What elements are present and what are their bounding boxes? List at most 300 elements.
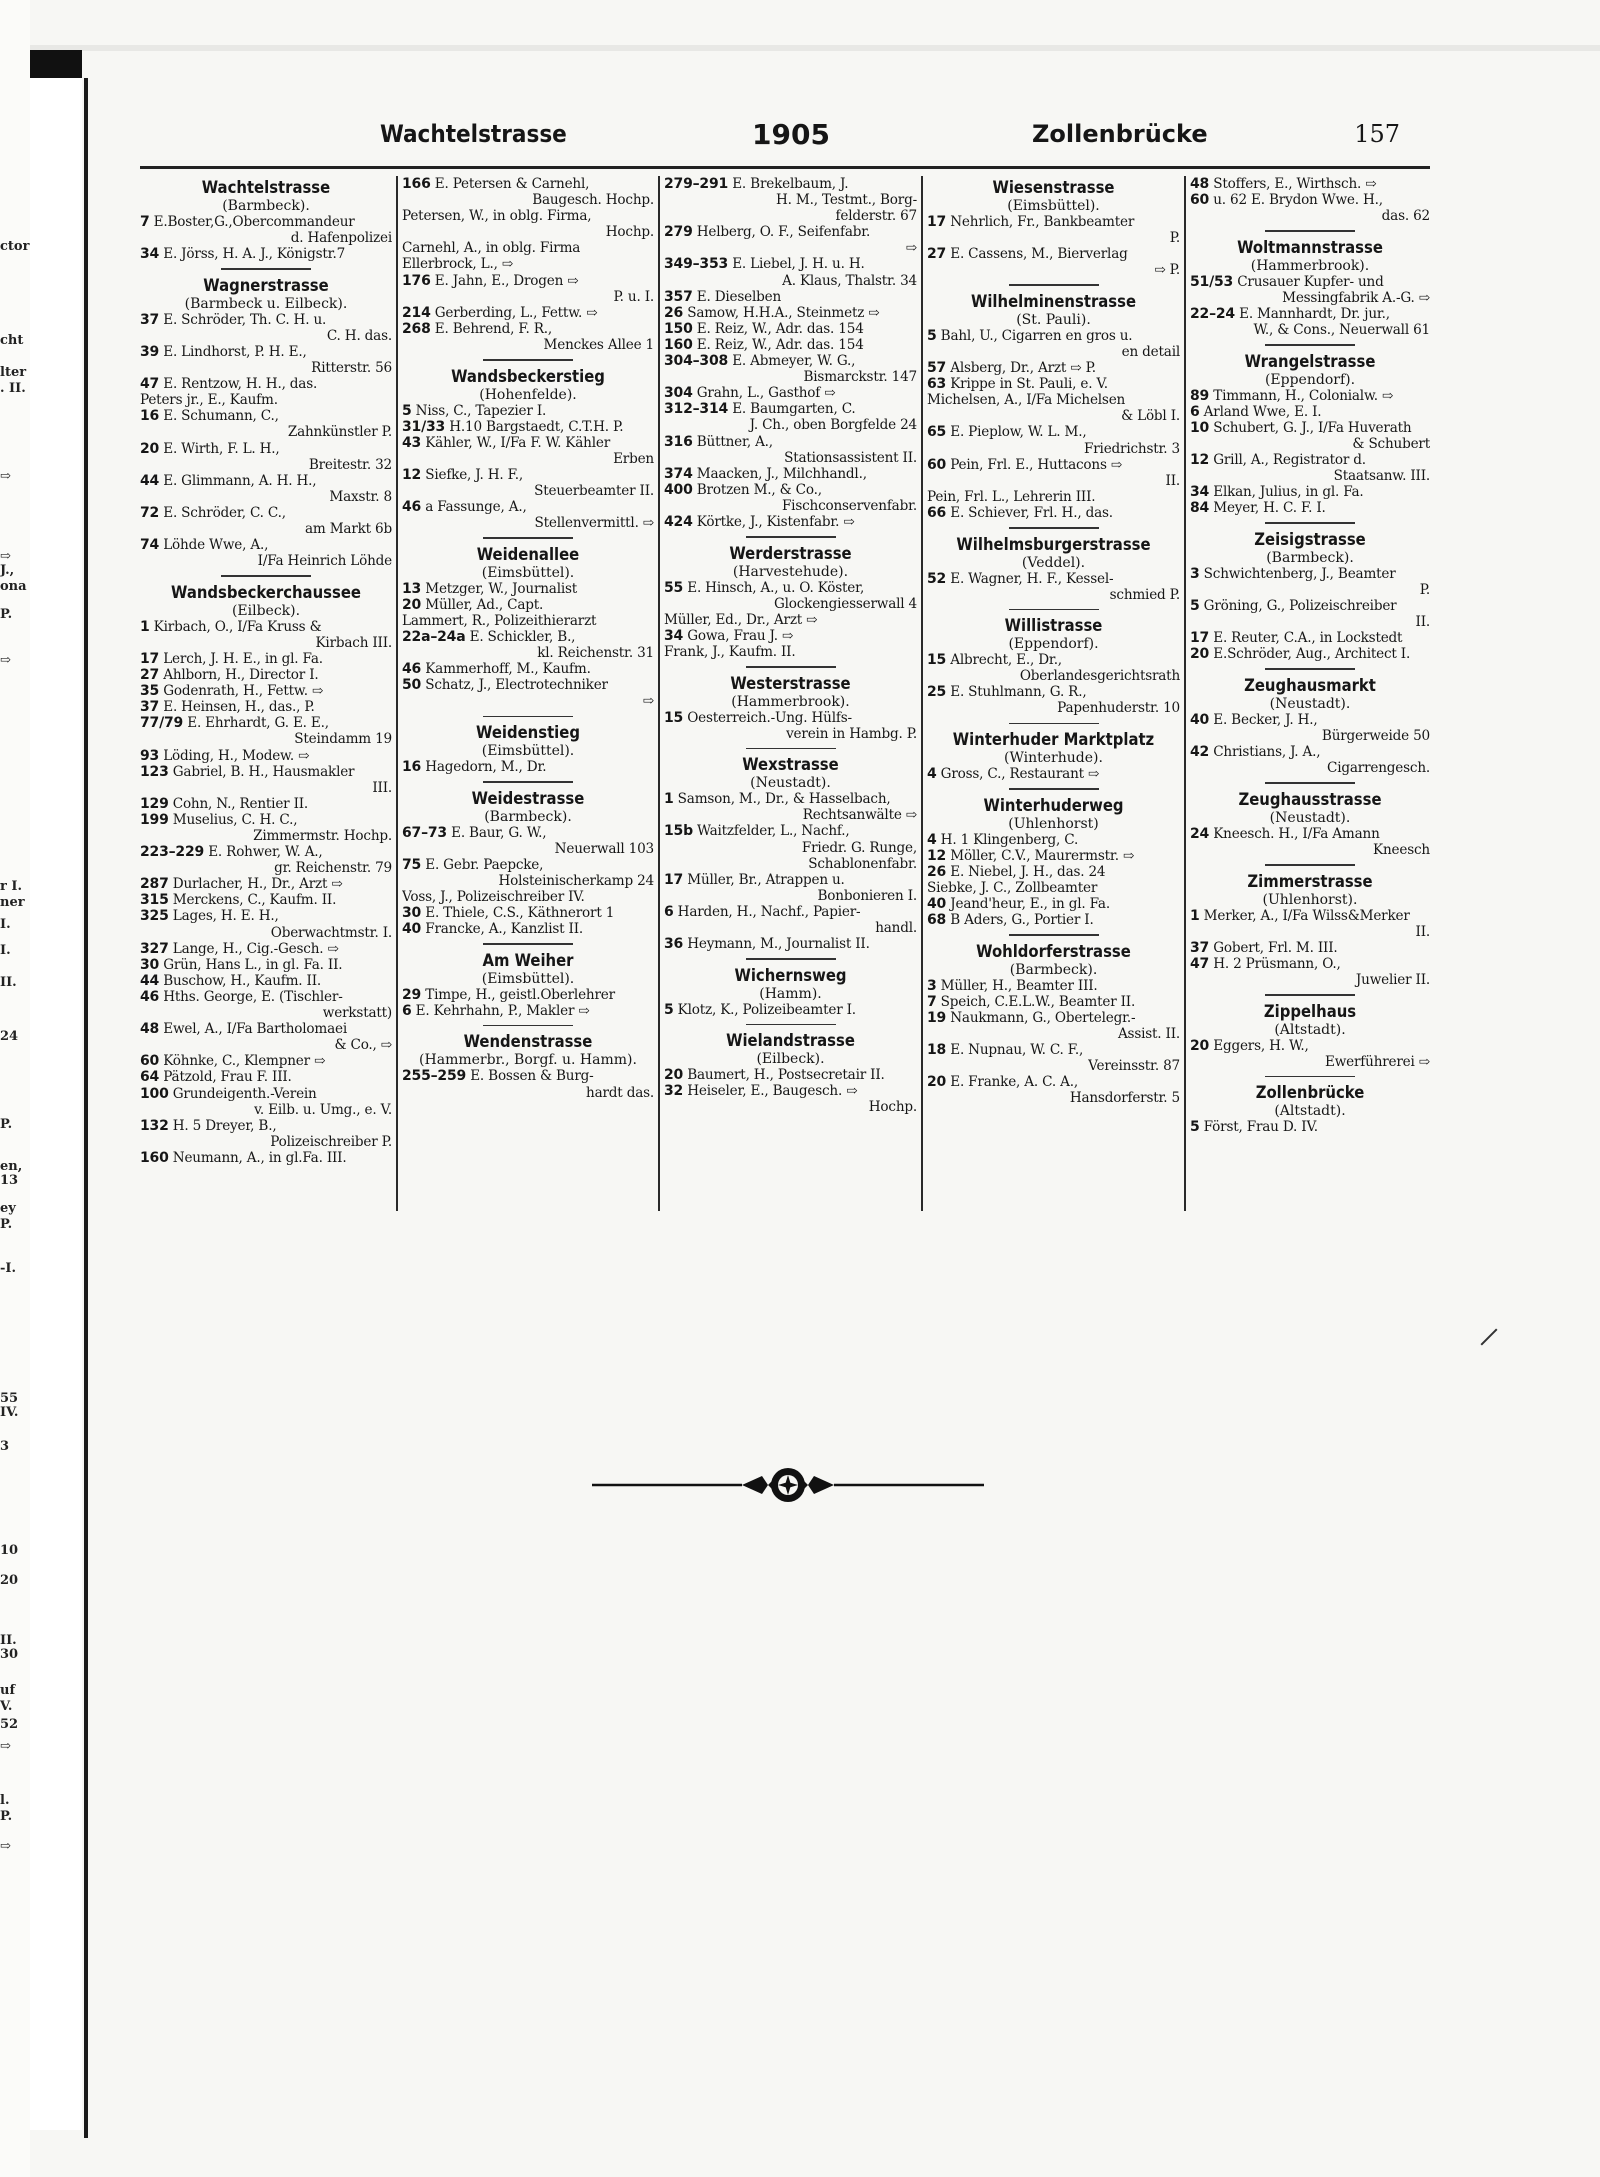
entry-continuation: & Co., ⇨ (334, 1037, 392, 1054)
directory-entry (140, 619, 392, 635)
house-number: 48 (140, 1021, 160, 1038)
entry-text: Merckens, C., Kaufm. II. (172, 892, 337, 909)
street-heading: Wohldorferstrasse (976, 941, 1131, 961)
directory-entry (140, 1118, 392, 1134)
directory-entry (927, 848, 1180, 864)
entry-text: Michelsen, A., I/Fa Michelsen (927, 392, 1126, 409)
entry-continuation: Fischconservenfabr. (781, 497, 917, 514)
left-page-fragment: 30 (0, 1647, 19, 1662)
directory-entry (927, 896, 1180, 912)
directory-entry (1190, 630, 1430, 646)
column-divider (921, 176, 923, 1211)
header-right-street: Zollenbrücke (1032, 120, 1208, 148)
left-page-fragment: ner (0, 895, 25, 910)
house-number: 93 (140, 747, 160, 764)
binding-gutter (30, 50, 82, 2130)
directory-entry (927, 1074, 1180, 1090)
entry-continuation: Baugesch. Hochp. (532, 192, 654, 209)
entry-continuation: I/Fa Heinrich Löhde (257, 553, 392, 570)
house-number: 15 (927, 652, 947, 669)
district-label: (Eimsbüttel). (481, 970, 575, 987)
column-2 (402, 176, 654, 1206)
directory-entry (1190, 598, 1430, 614)
entry-text: Baumert, H., Postsecretair II. (687, 1067, 885, 1084)
entry-continuation: Kirbach III. (315, 634, 392, 651)
entry-continuation: Hansdorferstr. 5 (1069, 1090, 1180, 1107)
entry-text: E. Reiz, W., Adr. das. 154 (696, 320, 864, 337)
directory-entry (1190, 388, 1430, 404)
directory-entry (1190, 566, 1430, 582)
directory-entry (140, 989, 392, 1005)
directory-entry (402, 403, 654, 419)
block-separator (1265, 668, 1355, 670)
directory-entry (664, 224, 917, 240)
house-number: 312–314 (664, 401, 729, 418)
entry-text: Jeand'heur, E., in gl. Fa. (950, 896, 1110, 913)
entry-text: Timmann, H., Colonialw. ⇨ (1213, 387, 1394, 404)
house-number: 60 (927, 456, 947, 473)
entry-text: Brotzen M., & Co., (696, 481, 822, 498)
entry-text: Köhnke, C., Klempner ⇨ (163, 1053, 326, 1070)
entry-text: Hagedorn, M., Dr. (425, 759, 547, 776)
district-label: (Eppendorf). (1008, 636, 1099, 653)
street-heading: Zeisigstrasse (1254, 529, 1366, 549)
directory-entry (1190, 176, 1430, 192)
directory-entry (664, 514, 917, 530)
directory-entry (402, 661, 654, 677)
block-separator (746, 536, 836, 538)
entry-text: Albrecht, E., Dr., (950, 652, 1062, 669)
directory-entry (140, 796, 392, 812)
house-number: 4 (927, 831, 937, 848)
directory-entry (927, 1010, 1180, 1026)
directory-entry (402, 597, 654, 613)
entry-text: Hths. George, E. (Tischler- (163, 988, 343, 1005)
entry-text: E. Mannhardt, Dr. jur., (1239, 305, 1390, 322)
house-number: 37 (140, 311, 160, 328)
directory-entry (1190, 404, 1430, 420)
block-separator (483, 537, 573, 539)
house-number: 47 (140, 376, 160, 393)
directory-entry (664, 823, 917, 839)
block-separator (483, 359, 573, 361)
entry-continuation: II. (1415, 923, 1430, 940)
directory-entry (402, 759, 654, 775)
directory-entry (402, 581, 654, 597)
left-page-fragment: ⇨ (0, 1739, 11, 1754)
entry-continuation: Menckes Allee 1 (543, 336, 654, 353)
house-number: 16 (402, 759, 422, 776)
left-page-fragment: 24 (0, 1029, 19, 1044)
entry-text: Gerberding, L., Fettw. ⇨ (434, 304, 598, 321)
block-separator (1009, 527, 1099, 529)
left-page-fragment: P. (0, 1117, 13, 1132)
entry-continuation: Assist. II. (1117, 1026, 1180, 1042)
house-number: 50 (402, 677, 422, 694)
entry-text: Pein, Frl. E., Huttacons ⇨ (950, 456, 1123, 473)
directory-entry (402, 208, 654, 224)
house-number: 74 (140, 537, 160, 554)
house-number: 60 (1190, 192, 1210, 209)
entry-text: E. Thiele, C.S., Käthnerort 1 (425, 905, 615, 922)
entry-continuation: A. Klaus, Thalstr. 34 (782, 272, 917, 289)
entry-text: Körtke, J., Kistenfabr. ⇨ (696, 513, 855, 530)
entry-text: Speich, C.E.L.W., Beamter II. (940, 993, 1136, 1010)
page-header (380, 118, 1400, 158)
entry-text: E. Lindhorst, P. H. E., (163, 343, 307, 360)
entry-text: Lammert, R., Polizeithierarzt (402, 612, 597, 629)
district-label: (Hammerbrook). (731, 693, 850, 710)
house-number: 7 (927, 993, 937, 1010)
entry-text: Eggers, H. W., (1213, 1037, 1309, 1054)
district-label: (Eilbeck). (756, 1051, 825, 1068)
directory-entry (140, 1053, 392, 1069)
house-number: 55 (664, 579, 684, 596)
house-number: 123 (140, 763, 169, 780)
directory-entry (927, 489, 1180, 505)
directory-entry (140, 1069, 392, 1085)
entry-text: H. 5 Dreyer, B., (172, 1117, 277, 1134)
block-separator (746, 666, 836, 668)
block-separator (483, 1025, 573, 1027)
house-number: 5 (402, 402, 412, 419)
directory-entry (140, 505, 392, 521)
directory-entry (1190, 306, 1430, 322)
directory-entry (664, 385, 917, 401)
directory-entry (664, 791, 917, 807)
entry-text: E. Heinsen, H., das., P. (163, 699, 315, 716)
left-page-fragments (0, 0, 30, 2177)
street-heading: Winterhuder Marktplatz (952, 730, 1155, 750)
house-number: 60 (140, 1053, 160, 1070)
street-heading: Wrangelstrasse (1244, 351, 1376, 371)
entry-text: Kirbach, O., I/Fa Kruss & (153, 618, 322, 635)
street-heading: Wichernsweg (734, 965, 847, 985)
entry-text: E. Nupnau, W. C. F., (950, 1042, 1084, 1059)
directory-entry (140, 812, 392, 828)
entry-text: E. Cassens, M., Bierverlag (950, 246, 1128, 263)
entry-text: E. Bossen & Burg- (470, 1068, 594, 1085)
column-4 (927, 176, 1180, 1206)
street-heading: Zeughausstrasse (1238, 789, 1382, 809)
directory-columns (140, 176, 1430, 1206)
entry-continuation: II. (1415, 614, 1430, 631)
house-number: 40 (402, 921, 422, 938)
entry-text: a Fassunge, A., (425, 499, 527, 516)
house-number: 255–259 (402, 1068, 467, 1085)
directory-entry (664, 872, 917, 888)
house-number: 34 (140, 246, 160, 263)
directory-entry (927, 392, 1180, 408)
house-number: 68 (927, 912, 947, 929)
house-number: 5 (1190, 1119, 1200, 1136)
column-divider (1184, 176, 1186, 1211)
house-number: 22–24 (1190, 305, 1235, 322)
directory-entry (927, 214, 1180, 230)
block-separator (483, 943, 573, 945)
entry-text: B Aders, G., Portier I. (950, 912, 1094, 929)
entry-text: Petersen, W., in oblg. Firma, (402, 208, 592, 225)
house-number: 12 (927, 847, 947, 864)
directory-entry (1190, 484, 1430, 500)
page-edge (0, 45, 1600, 51)
left-page-fragment: ⇨ (0, 1839, 11, 1854)
house-number: 37 (140, 699, 160, 716)
directory-entry (402, 467, 654, 483)
house-number: 47 (1190, 955, 1210, 972)
entry-continuation: handl. (875, 919, 917, 936)
directory-entry (140, 1021, 392, 1037)
directory-entry (927, 360, 1180, 376)
entry-text: Naukmann, G., Obertelegr.- (950, 1009, 1136, 1026)
district-label: (Eimsbüttel). (481, 564, 575, 581)
directory-entry (927, 328, 1180, 344)
left-page-fragment: l. (0, 1793, 10, 1808)
directory-entry (140, 844, 392, 860)
entry-text: Meyer, H. C. F. I. (1213, 500, 1326, 517)
entry-continuation: J. Ch., oben Borgfelde 24 (749, 417, 917, 434)
street-heading: Wandsbeckerstieg (451, 366, 605, 386)
house-number: 52 (927, 570, 947, 587)
entry-continuation: werkstatt) (322, 1005, 392, 1022)
house-number: 316 (664, 433, 693, 450)
directory-entry (927, 457, 1180, 473)
block-separator (1265, 522, 1355, 524)
house-number: 132 (140, 1117, 169, 1134)
directory-entry (1190, 500, 1430, 516)
directory-entry (140, 473, 392, 489)
directory-entry (402, 889, 654, 905)
house-number: 15b (664, 823, 693, 840)
directory-entry (927, 864, 1180, 880)
directory-entry (1190, 956, 1430, 972)
entry-text: E. Schröder, C. C., (163, 504, 286, 521)
street-heading: Zimmerstrasse (1247, 871, 1373, 891)
directory-entry (664, 644, 917, 660)
district-label: (Neustadt). (750, 775, 831, 792)
left-page-fragment: ⇨ (0, 549, 11, 564)
house-number: 44 (140, 472, 160, 489)
house-number: 46 (402, 499, 422, 516)
district-label: (Eimsbüttel). (1007, 198, 1100, 214)
street-heading: Werderstrasse (729, 543, 852, 563)
directory-entry (402, 857, 654, 873)
block-separator (483, 781, 573, 783)
directory-entry (1190, 420, 1430, 436)
directory-entry (402, 256, 654, 272)
left-page-fragment: I. (0, 917, 11, 932)
entry-text: Schwichtenberg, J., Beamter (1203, 565, 1396, 582)
district-label: (Barmbeck). (1009, 961, 1098, 978)
house-number: 199 (140, 811, 169, 828)
left-page-fragment: I. (0, 943, 11, 958)
house-number: 223–229 (140, 844, 205, 861)
directory-entry (140, 1150, 392, 1166)
entry-text: Klotz, K., Polizeibeamter I. (677, 1001, 856, 1018)
entry-continuation: Bürgerweide 50 (1321, 728, 1430, 745)
house-number: 27 (140, 667, 160, 684)
directory-entry (402, 419, 654, 435)
block-separator (1009, 934, 1099, 936)
entry-text: E. Gebr. Paepcke, (425, 856, 544, 873)
directory-entry (664, 612, 917, 628)
directory-entry (140, 408, 392, 424)
house-number: 166 (402, 176, 431, 192)
directory-entry (664, 176, 917, 192)
house-number: 6 (664, 903, 674, 920)
directory-entry (1190, 192, 1430, 208)
block-separator (1265, 864, 1355, 866)
directory-entry (140, 376, 392, 392)
entry-continuation: schmied P. (1109, 586, 1180, 603)
left-page-fragment: ⇨ (0, 653, 11, 668)
entry-text: Samow, H.H.A., Steinmetz ⇨ (687, 304, 880, 321)
house-number: 17 (140, 650, 160, 667)
directory-entry (140, 715, 392, 731)
district-label: (Altstadt). (1274, 1103, 1346, 1120)
directory-entry (927, 571, 1180, 587)
entry-continuation: Stellenvermittl. ⇨ (534, 515, 654, 532)
directory-entry (140, 908, 392, 924)
block-separator (221, 268, 311, 270)
entry-text: Arland Wwe, E. I. (1203, 403, 1322, 420)
entry-text: Krippe in St. Pauli, e. V. (950, 376, 1108, 393)
entry-text: Lages, H. E. H., (172, 908, 279, 925)
house-number: 18 (927, 1042, 947, 1059)
district-label: (Harvestehude). (732, 563, 849, 580)
house-number: 20 (664, 1067, 684, 1084)
entry-continuation: H. M., Testmt., Borg- (776, 192, 917, 209)
entry-continuation: Maxstr. 8 (329, 488, 392, 505)
house-number: 40 (927, 896, 947, 913)
entry-text: Frank, J., Kaufm. II. (664, 643, 796, 660)
house-number: 3 (927, 977, 937, 994)
entry-continuation: Rechtsanwälte ⇨ (802, 807, 917, 824)
entry-text: Neumann, A., in gl.Fa. III. (172, 1149, 347, 1166)
street-heading: Wilhelmsburgerstrasse (956, 534, 1151, 554)
house-number: 44 (140, 972, 160, 989)
entry-text: E. Rohwer, W. A., (208, 844, 323, 861)
district-label: (Barmbeck). (484, 808, 572, 825)
entry-text: E. Wirth, F. L. H., (163, 440, 280, 457)
entry-text: E. Behrend, F. R., (434, 320, 552, 337)
left-page-fragment: ona (0, 579, 27, 594)
street-heading: Wilhelminenstrasse (970, 291, 1137, 311)
district-label: (Eppendorf). (1264, 371, 1356, 388)
entry-text: E. Petersen & Carnehl, (434, 176, 590, 192)
header-left-street: Wachtelstrasse (380, 120, 567, 148)
block-separator (483, 716, 573, 718)
entry-text: E. Ehrhardt, G. E. E., (187, 715, 329, 732)
left-page-fragment: en, (0, 1159, 23, 1174)
entry-text: Schubert, G. J., I/Fa Huverath (1213, 419, 1412, 436)
entry-continuation: Breitestr. 32 (308, 456, 392, 473)
house-number: 40 (1190, 711, 1210, 728)
entry-continuation: Bonbonieren I. (817, 887, 917, 904)
entry-text: Carnehl, A., in oblg. Firma (402, 240, 581, 257)
house-number: 17 (927, 214, 947, 230)
directory-entry (140, 214, 392, 230)
block-separator (1265, 782, 1355, 784)
directory-entry (664, 936, 917, 952)
entry-text: Grahn, L., Gasthof ⇨ (696, 385, 836, 402)
entry-text: Grill, A., Registrator d. (1213, 452, 1366, 469)
directory-entry (402, 905, 654, 921)
directory-entry (1190, 646, 1430, 662)
column-divider (658, 176, 660, 1211)
entry-text: Müller, Br., Atrappen u. (687, 871, 845, 888)
entry-text: E. Becker, J. H., (1213, 711, 1318, 728)
house-number: 36 (664, 936, 684, 953)
house-number: 424 (664, 513, 693, 530)
block-separator (1265, 994, 1355, 996)
house-number: 16 (140, 408, 160, 425)
directory-entry (927, 978, 1180, 994)
directory-entry (664, 305, 917, 321)
house-number: 35 (140, 683, 160, 700)
entry-continuation: kl. Reichenstr. 31 (537, 645, 654, 662)
entry-continuation: Steuerbeamter II. (534, 483, 654, 499)
left-page-fragment: II. (0, 975, 17, 990)
entry-text: Grün, Hans L., in gl. Fa. II. (163, 956, 343, 973)
house-number: 42 (1190, 744, 1210, 761)
entry-text: E. Pieplow, W. L. M., (950, 424, 1087, 441)
directory-entry (927, 766, 1180, 782)
directory-entry (140, 941, 392, 957)
margin-mark (1481, 1329, 1498, 1346)
house-number: 20 (1190, 646, 1210, 663)
street-heading: Zippelhaus (1263, 1001, 1357, 1021)
house-number: 279–291 (664, 176, 729, 192)
entry-text: E. Baur, G. W., (451, 824, 547, 841)
district-label: (Neustadt). (1269, 809, 1351, 826)
street-heading: Weidenstieg (476, 723, 580, 743)
directory-entry (927, 1042, 1180, 1058)
entry-text: Kähler, W., I/Fa F. W. Kähler (425, 434, 611, 451)
left-page-fragment: uf (0, 1683, 16, 1698)
entry-continuation: Kneesch (1373, 841, 1430, 858)
entry-continuation: Cigarrengesch. (1327, 760, 1430, 777)
entry-continuation: Schablonenfabr. (808, 855, 917, 872)
district-label: (Hohenfelde). (479, 386, 577, 403)
left-page-fragment: V. (0, 1699, 13, 1714)
directory-entry (927, 652, 1180, 668)
street-heading: Am Weiher (482, 950, 574, 970)
directory-entry (140, 441, 392, 457)
directory-entry (664, 321, 917, 337)
house-number: 26 (664, 304, 684, 321)
house-number: 304 (664, 385, 693, 402)
house-number: 34 (664, 627, 684, 644)
entry-continuation: II. (1165, 472, 1180, 489)
entry-text: Lange, H., Cig.-Gesch. ⇨ (172, 940, 339, 957)
house-number: 160 (140, 1149, 169, 1166)
directory-entry (927, 424, 1180, 440)
entry-continuation: Stationsassistent II. (784, 449, 917, 466)
house-number: 160 (664, 336, 693, 353)
entry-continuation: am Markt 6b (304, 521, 392, 537)
house-number: 22a–24a (402, 629, 466, 646)
entry-text: Löding, H., Modew. ⇨ (163, 747, 310, 764)
entry-text: Crusauer Kupfer- und (1237, 273, 1384, 290)
entry-text: Kammerhoff, M., Kaufm. (425, 661, 591, 678)
house-number: 57 (927, 360, 947, 377)
directory-entry (402, 677, 654, 693)
entry-text: Möller, C.V., Maurermstr. ⇨ (950, 847, 1135, 864)
house-number: 77/79 (140, 715, 184, 732)
entry-text: Oesterreich.-Ung. Hülfs- (687, 709, 852, 726)
entry-text: E. Liebel, J. H. u. H. (732, 256, 865, 273)
